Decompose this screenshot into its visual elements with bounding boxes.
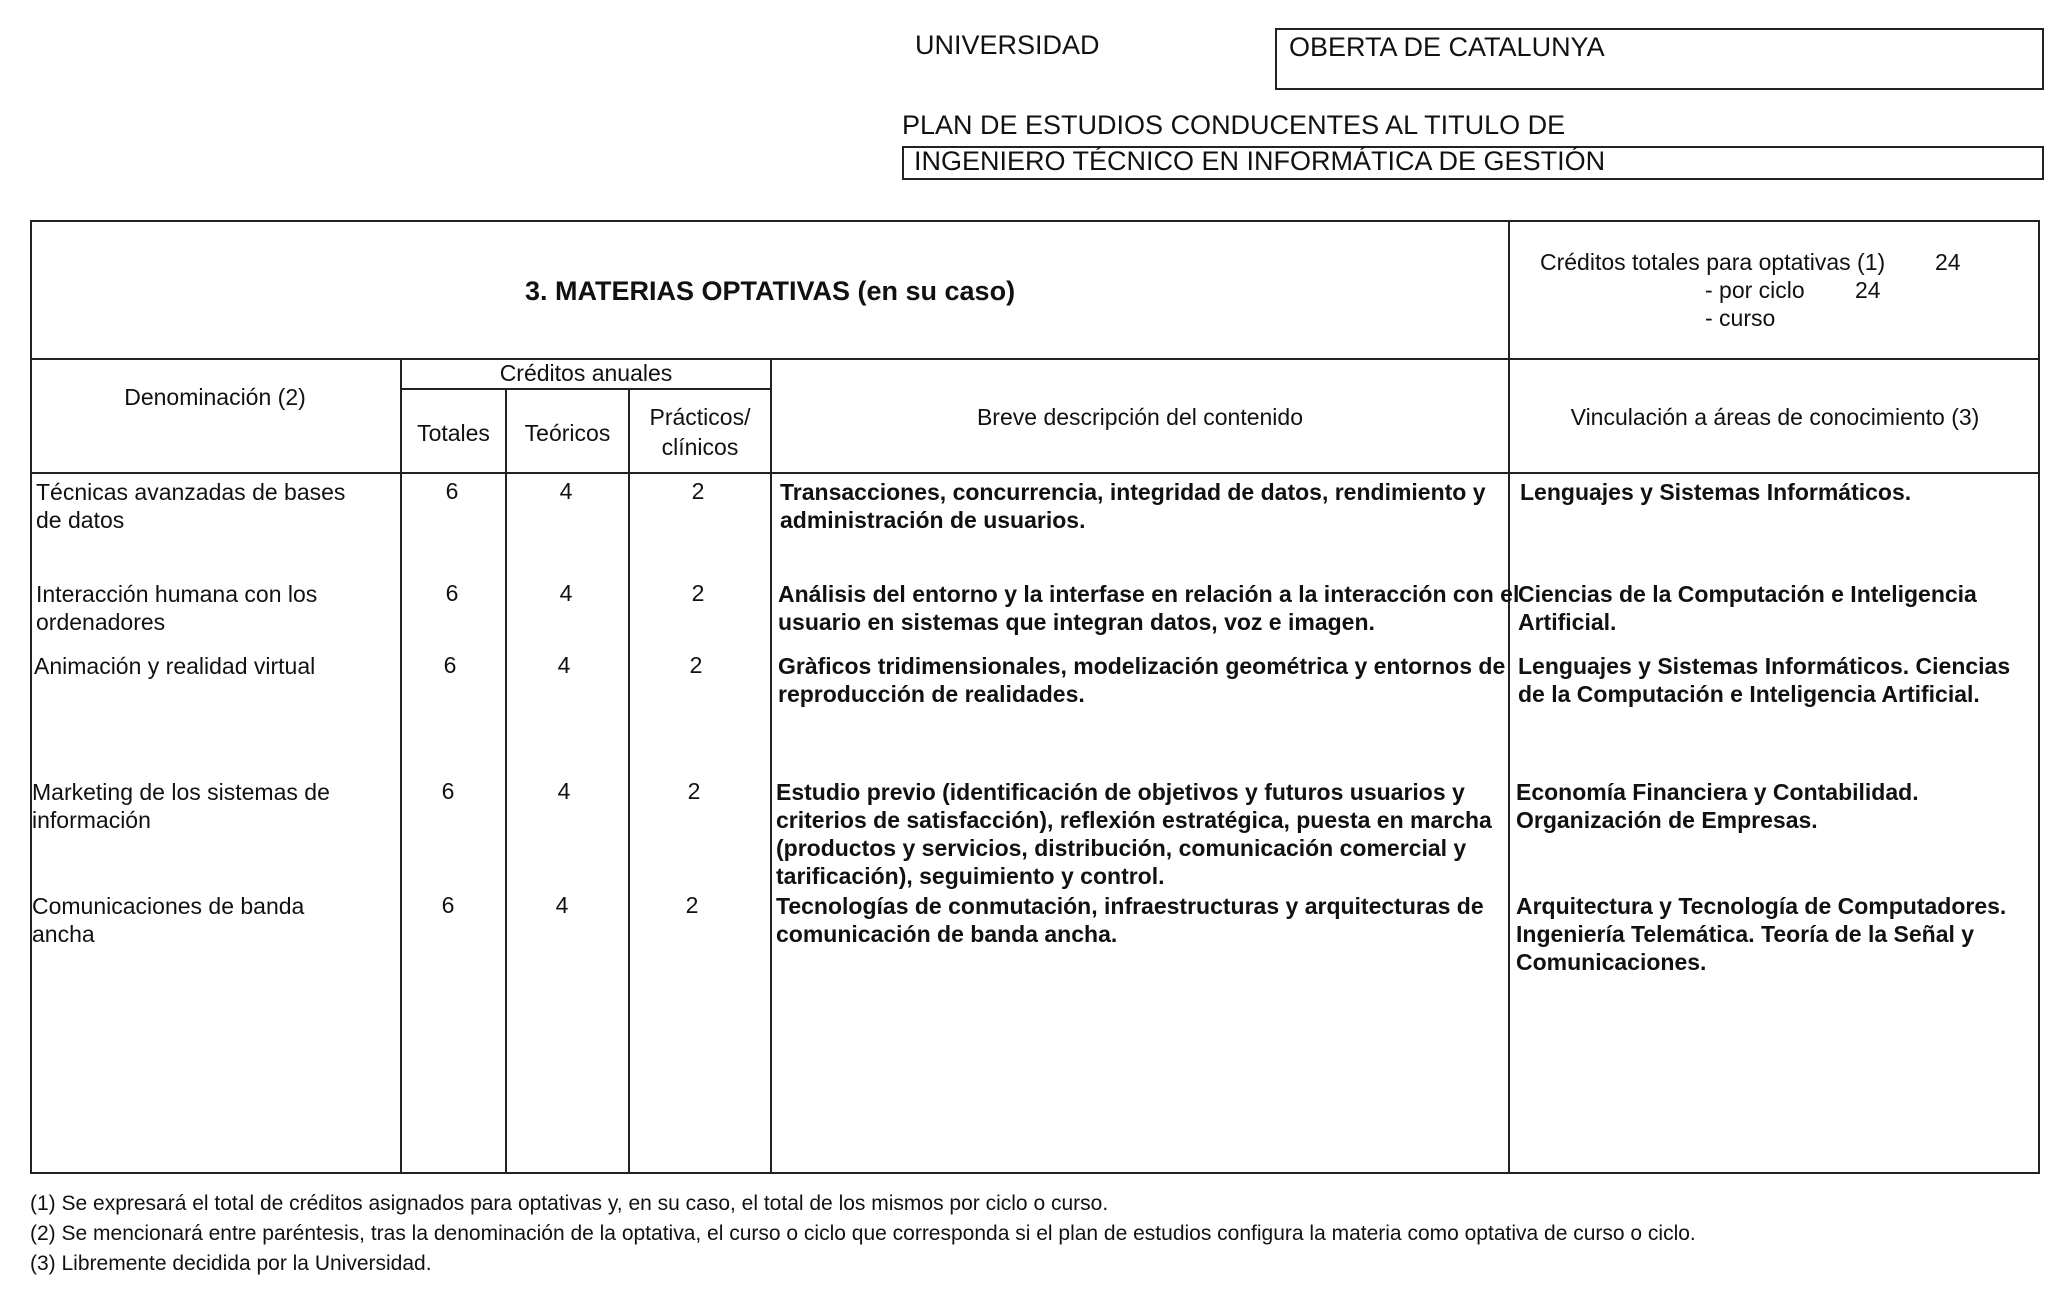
credits-practicos: 2 bbox=[691, 478, 705, 504]
subject-areas: Economía Financiera y Contabilidad. Organización de Empresas. bbox=[1516, 779, 1919, 833]
description-column-divider bbox=[770, 358, 772, 1174]
university-name-box bbox=[1275, 28, 2044, 90]
credits-teoricos: 4 bbox=[555, 892, 569, 918]
credits-totales: 6 bbox=[441, 778, 455, 804]
university-label: UNIVERSIDAD bbox=[915, 30, 1100, 60]
totales-column-divider bbox=[505, 388, 507, 1174]
footnote-3: (3) Libremente decidida por la Universidad. bbox=[30, 1252, 432, 1275]
subject-areas: Ciencias de la Computación e Inteligencia Artificial. bbox=[1518, 581, 1977, 635]
subject-name: Interacción humana con los ordenadores bbox=[36, 581, 318, 635]
col-header-practicos: Prácticos/ bbox=[649, 404, 751, 430]
footnote-1: (1) Se expresará el total de créditos asignados para optativas y, en su caso, el total de los mismos por ciclo o curso. bbox=[30, 1192, 1109, 1215]
title-row-divider bbox=[30, 358, 2040, 360]
subject-name: Animación y realidad virtual bbox=[34, 653, 316, 679]
university-name: OBERTA DE CATALUNYA bbox=[1289, 32, 1605, 62]
col-header-totales: Totales bbox=[417, 420, 490, 446]
credits-totales: 6 bbox=[445, 580, 459, 606]
degree-name: INGENIERO TÉCNICO EN INFORMÁTICA DE GESTIÓN bbox=[914, 146, 1606, 176]
per-cycle-label: - por ciclo bbox=[1705, 277, 1805, 303]
subject-name: Técnicas avanzadas de bases de datos bbox=[36, 479, 346, 533]
areas-column-divider bbox=[1508, 220, 1510, 1174]
credits-totales: 6 bbox=[445, 478, 459, 504]
credits-practicos: 2 bbox=[691, 580, 705, 606]
teoricos-column-divider bbox=[628, 388, 630, 1174]
credits-practicos: 2 bbox=[687, 778, 701, 804]
credits-teoricos: 4 bbox=[559, 478, 573, 504]
col-header-areas: Vinculación a áreas de conocimiento (3) bbox=[1570, 404, 1980, 430]
subject-areas: Lenguajes y Sistemas Informáticos. bbox=[1520, 479, 1912, 505]
credits-practicos: 2 bbox=[689, 652, 703, 678]
footnote-2: (2) Se mencionará entre paréntesis, tras la denominación de la optativa, el curso o ciclo que corresponda si el plan de estudios configura la materia como optativa de curso o ciclo. bbox=[30, 1222, 1696, 1245]
header-row-divider bbox=[30, 472, 2040, 474]
credits-totales: 6 bbox=[443, 652, 457, 678]
credits-teoricos: 4 bbox=[557, 778, 571, 804]
per-cycle-value: 24 bbox=[1855, 277, 1881, 303]
per-course-label: - curso bbox=[1705, 305, 1776, 331]
credits-teoricos: 4 bbox=[557, 652, 571, 678]
section-title: 3. MATERIAS OPTATIVAS (en su caso) bbox=[525, 276, 1016, 306]
credits-group-divider bbox=[402, 388, 770, 390]
subject-description: Tecnologías de conmutación, infraestructuras y arquitecturas de comunicación de banda ancha. bbox=[776, 893, 1484, 947]
subject-name: Marketing de los sistemas de información bbox=[32, 779, 330, 833]
credits-teoricos: 4 bbox=[559, 580, 573, 606]
col-header-clinicos: clínicos bbox=[661, 434, 739, 460]
subject-description: Transacciones, concurrencia, integridad de datos, rendimiento y administración de usuarios. bbox=[780, 479, 1486, 533]
credits-totales: 6 bbox=[441, 892, 455, 918]
credits-practicos: 2 bbox=[685, 892, 699, 918]
subject-description: Estudio previo (identificación de objetivos y futuros usuarios y criterios de satisfacción), reflexión estratégica, puesta en marcha (productos y servicios, distribución, comunicación comercial y tarificación), seguimiento y control. bbox=[776, 779, 1492, 889]
subject-description: Gràficos tridimensionales, modelización geométrica y entornos de reproducción de realidades. bbox=[778, 653, 1506, 707]
credits-total-label: Créditos totales para optativas (1) bbox=[1540, 249, 1886, 275]
col-header-description: Breve descripción del contenido bbox=[976, 404, 1304, 430]
credits-total-value: 24 bbox=[1935, 249, 1961, 275]
col-header-name: Denominación (2) bbox=[124, 384, 306, 410]
col-header-credits-group: Créditos anuales bbox=[499, 360, 673, 386]
subject-description: Análisis del entorno y la interfase en relación a la interacción con el usuario en sistemas que integran datos, voz e imagen. bbox=[778, 581, 1520, 635]
subject-areas: Arquitectura y Tecnología de Computadores. Ingeniería Telemática. Teoría de la Señal y Comunicaciones. bbox=[1516, 893, 2007, 975]
name-column-divider bbox=[400, 358, 402, 1174]
subject-name: Comunicaciones de banda ancha bbox=[32, 893, 305, 947]
col-header-teoricos: Teóricos bbox=[524, 420, 611, 446]
degree-name-box bbox=[902, 146, 2044, 180]
plan-label: PLAN DE ESTUDIOS CONDUCENTES AL TITULO DE bbox=[902, 110, 1566, 140]
subject-areas: Lenguajes y Sistemas Informáticos. Ciencias de la Computación e Inteligencia Artificial. bbox=[1518, 653, 2011, 707]
